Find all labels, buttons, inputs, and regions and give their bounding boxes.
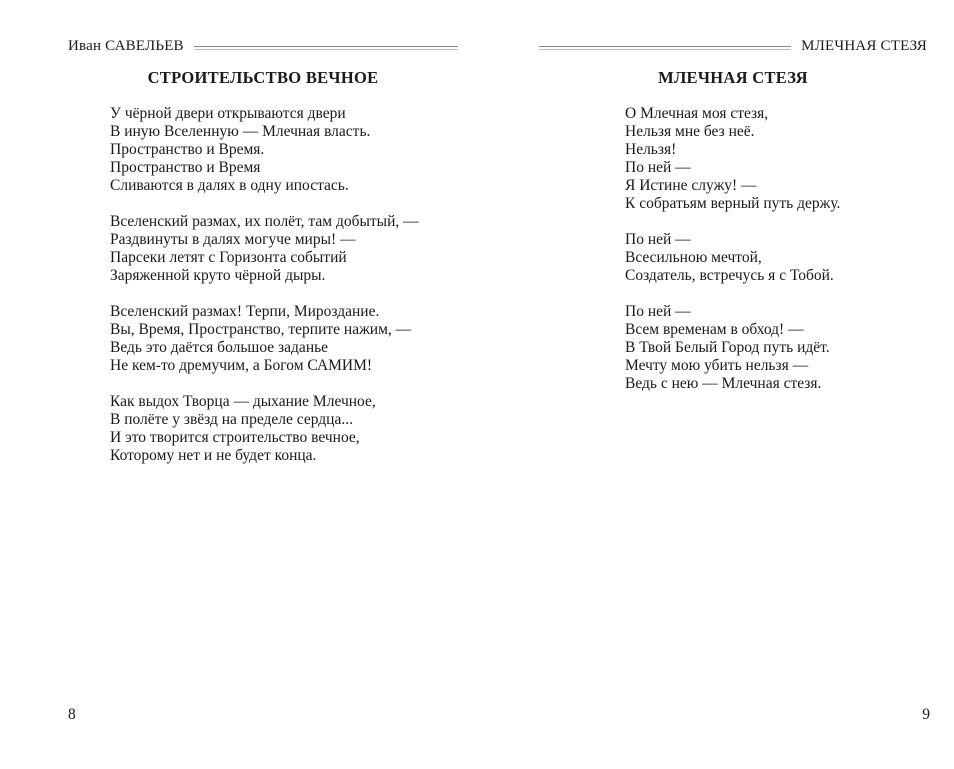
verse-line: Всесильною мечтой,	[625, 249, 762, 266]
right-page	[477, 0, 954, 769]
poem-body-right	[625, 105, 840, 411]
verse-line: У чёрной двери открываются двери	[110, 105, 346, 122]
running-head-right	[539, 38, 927, 55]
page-number-right: 9	[922, 706, 930, 723]
verse-line: Вы, Время, Пространство, терпите нажим, —	[110, 321, 412, 338]
running-head-author: Иван САВЕЛЬЕВ	[68, 38, 184, 54]
verse-line: По ней —	[625, 303, 691, 320]
verse-line: Сливаются в далях в одну ипостась.	[110, 177, 349, 194]
page-number-left: 8	[68, 706, 76, 723]
verse-line: Которому нет и не будет конца.	[110, 447, 317, 464]
verse-line: Всем временам в обход! —	[625, 321, 804, 338]
stanza	[110, 393, 419, 465]
running-head-section: МЛЕЧНАЯ СТЕЗЯ	[801, 38, 927, 54]
header-rule-left	[194, 46, 458, 50]
verse-line: О Млечная моя стезя,	[625, 105, 769, 122]
verse-line: Ведь это даётся большое заданье	[110, 339, 329, 356]
verse-line: Не кем-то дремучим, а Богом САМИМ!	[110, 357, 373, 374]
running-head-left	[68, 38, 458, 55]
verse-line: Пространство и Время	[110, 159, 261, 176]
verse-line: Пространство и Время.	[110, 141, 265, 158]
verse-line: Ведь с нею — Млечная стезя.	[625, 375, 822, 392]
header-rule-right	[539, 46, 791, 50]
verse-line: Вселенский размах, их полёт, там добытый, —	[110, 213, 419, 230]
verse-line: К собратьям верный путь держу.	[625, 195, 841, 212]
stanza	[625, 303, 840, 393]
verse-line: Нельзя!	[625, 141, 677, 158]
verse-line: По ней —	[625, 231, 691, 248]
stanza	[625, 105, 840, 213]
verse-line: Парсеки летят с Горизонта событий	[110, 249, 347, 266]
poem-title-left: СТРОИТЕЛЬСТВО ВЕЧНОЕ	[147, 68, 379, 87]
verse-line: И это творится строительство вечное,	[110, 429, 360, 446]
poem-body-left	[110, 105, 419, 483]
poem-title-right: МЛЕЧНАЯ СТЕЗЯ	[658, 68, 808, 87]
stanza	[110, 303, 419, 375]
verse-line: В Твой Белый Город путь идёт.	[625, 339, 830, 356]
stanza	[625, 231, 840, 285]
stanza	[110, 213, 419, 285]
verse-line: В полёте у звёзд на пределе сердца...	[110, 411, 353, 428]
verse-line: Создатель, встречусь я с Тобой.	[625, 267, 834, 284]
verse-line: Как выдох Творца — дыхание Млечное,	[110, 393, 376, 410]
verse-line: Раздвинуты в далях могуче миры! —	[110, 231, 356, 248]
verse-line: Вселенский размах! Терпи, Мироздание.	[110, 303, 380, 320]
verse-line: Нельзя мне без неё.	[625, 123, 755, 140]
verse-line: Мечту мою убить нельзя —	[625, 357, 809, 374]
verse-line: В иную Вселенную — Млечная власть.	[110, 123, 371, 140]
verse-line: По ней —	[625, 159, 691, 176]
stanza	[110, 105, 419, 195]
verse-line: Я Истине служу! —	[625, 177, 757, 194]
verse-line: Заряженной круто чёрной дыры.	[110, 267, 326, 284]
